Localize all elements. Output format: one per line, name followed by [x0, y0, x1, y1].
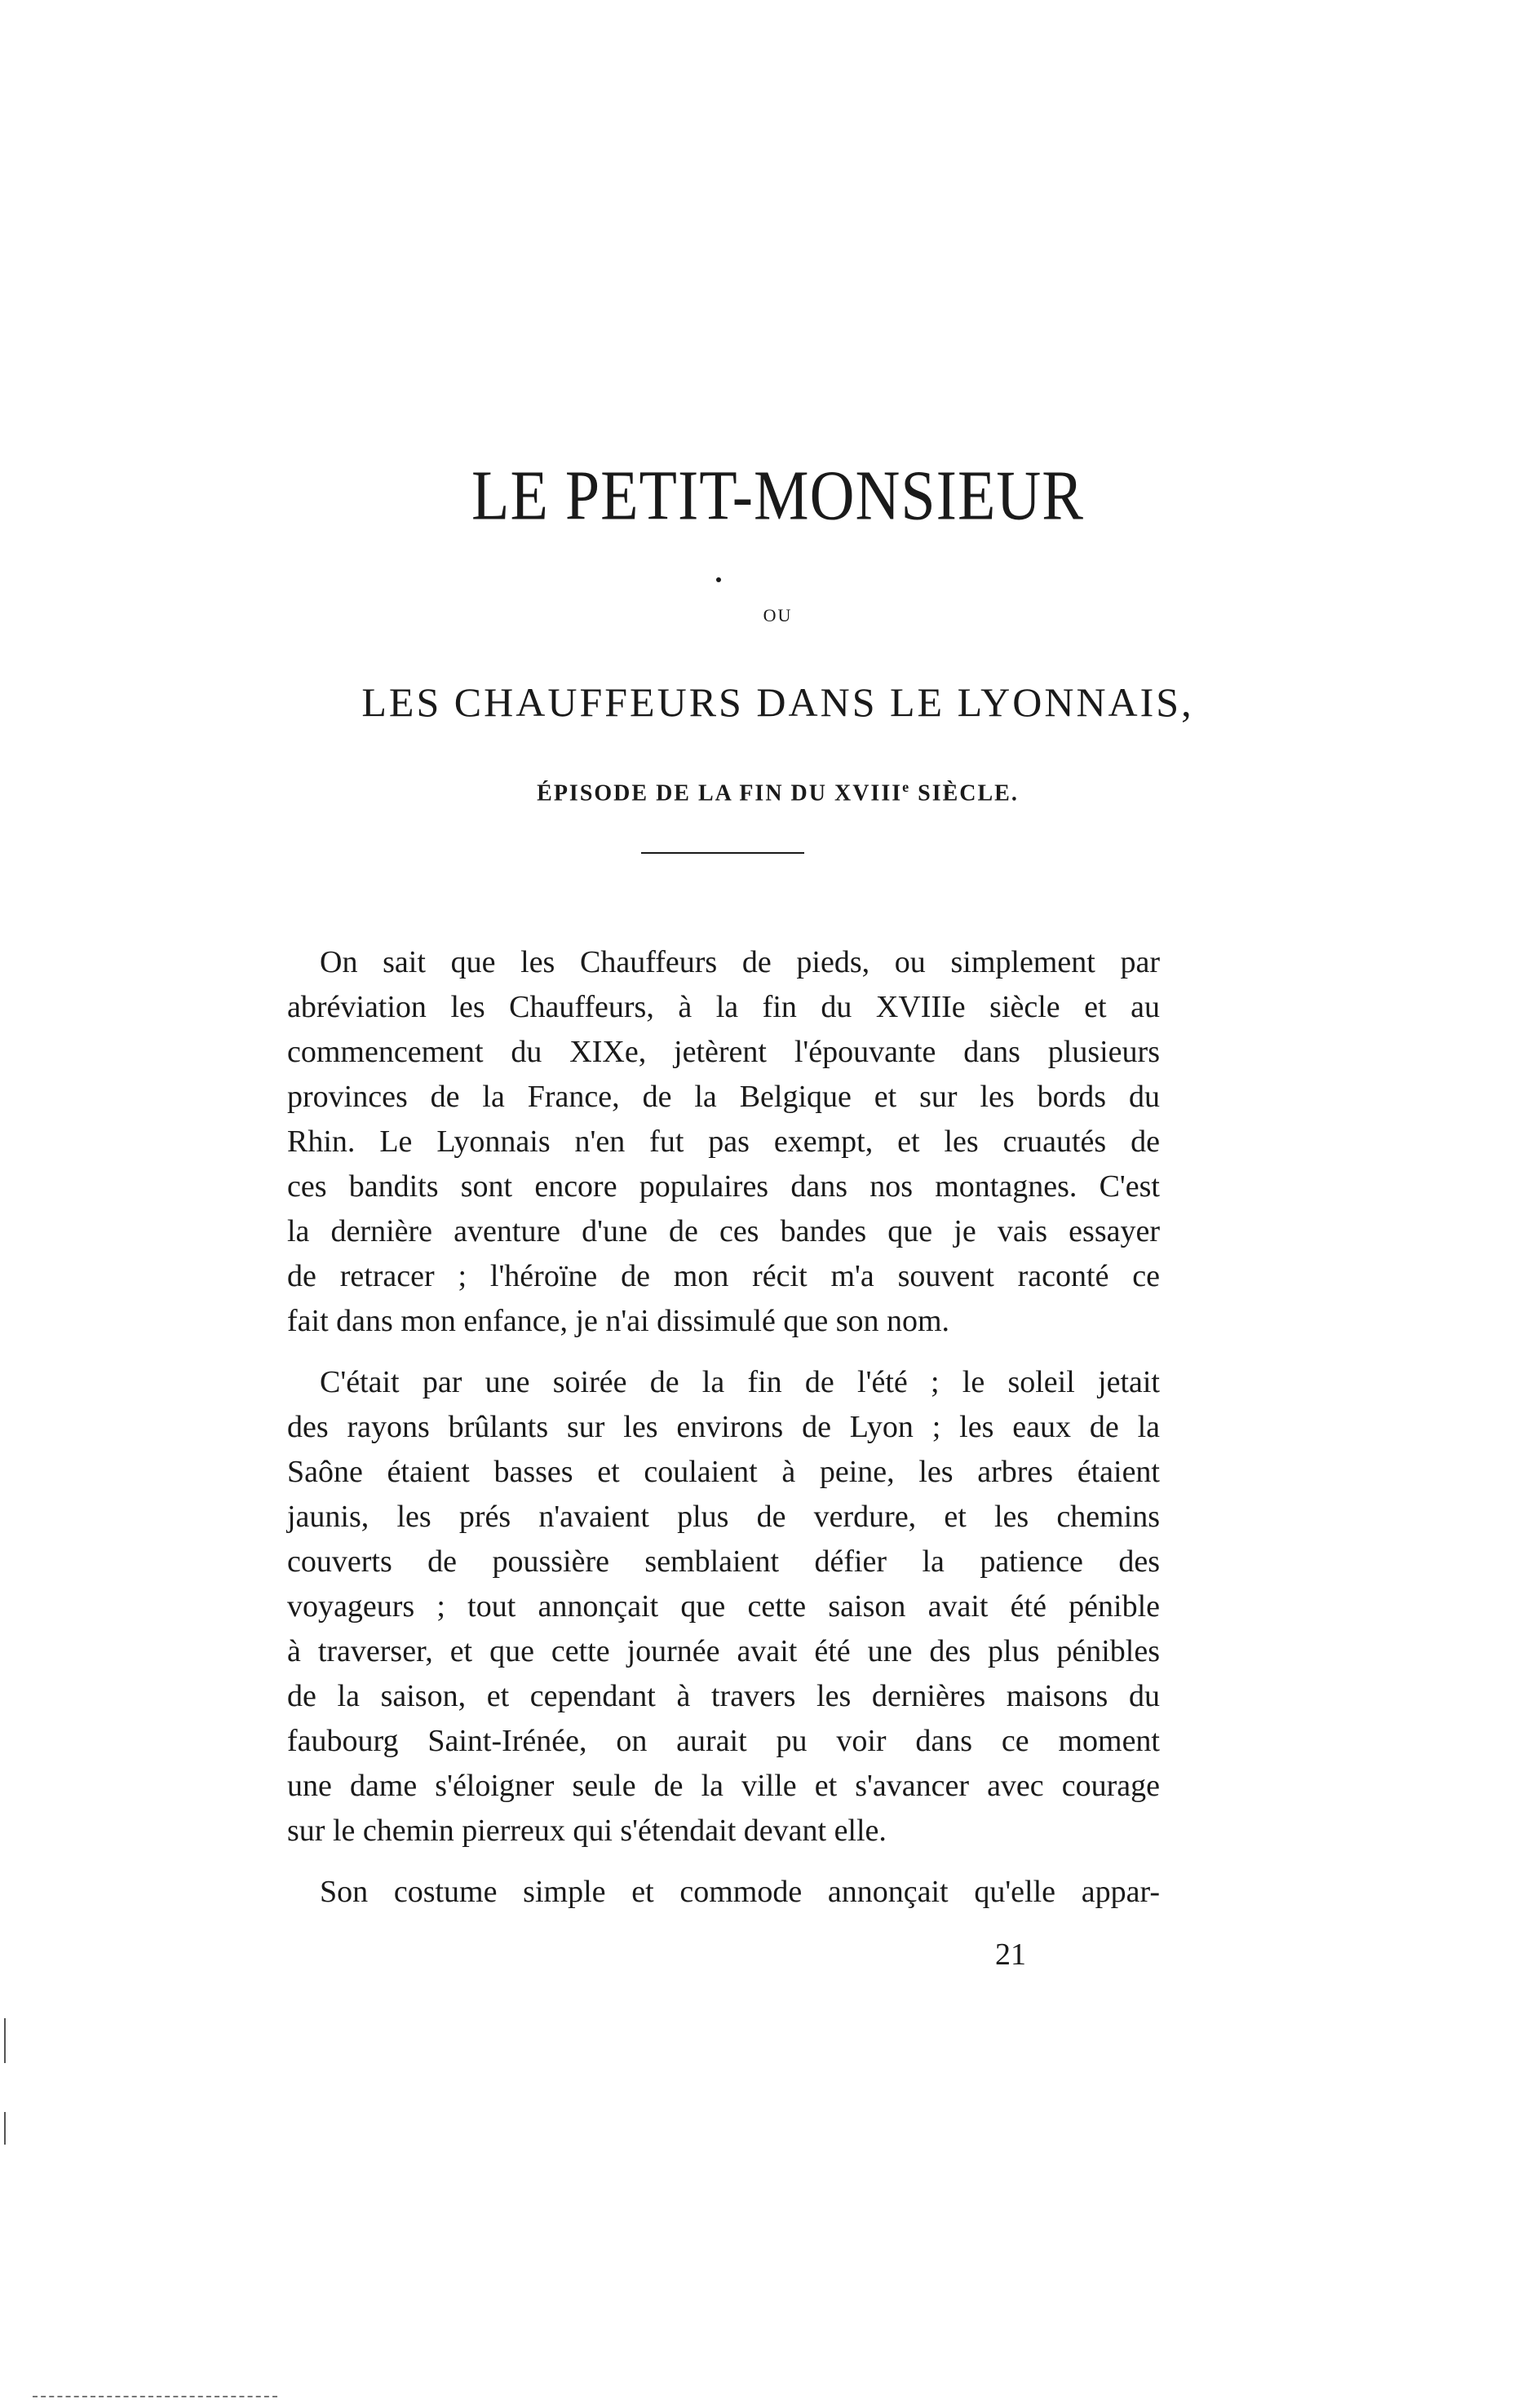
paragraph-1-line-3: commencement du XIXe, jetèrent l'épouvante dans plusieurs: [287, 1035, 1160, 1069]
separator-rule: [641, 852, 804, 854]
paragraph-1-line-8: de retracer ; l'héroïne de mon récit m'a souvent raconté ce: [287, 1259, 1160, 1293]
paragraph-2-line-11: sur le chemin pierreux qui s'étendait devant elle.: [287, 1814, 887, 1848]
paragraph-1-line-9: fait dans mon enfance, je n'ai dissimulé que son nom.: [287, 1304, 950, 1338]
paragraph-1-line-5: Rhin. Le Lyonnais n'en fut pas exempt, et les cruautés de: [287, 1124, 1160, 1159]
paragraph-3-line-1: Son costume simple et commode annonçait qu'elle appar-: [320, 1875, 1160, 1909]
paragraph-1-line-2: abréviation les Chauffeurs, à la fin du XVIIIe siècle et au: [287, 990, 1160, 1024]
chapter-subtitle: LES CHAUFFEURS DANS LE LYONNAIS,: [361, 679, 1194, 725]
paragraph-2-line-5: couverts de poussière semblaient défier la patience des: [287, 1544, 1160, 1579]
paragraph-1-line-1: On sait que les Chauffeurs de pieds, ou simplement par: [320, 945, 1160, 979]
paragraph-1-line-4: provinces de la France, de la Belgique et sur les bords du: [287, 1080, 1160, 1114]
scan-margin-mark: [4, 2018, 6, 2063]
paragraph-2-line-9: faubourg Saint-Irénée, on aurait pu voir dans ce moment: [287, 1724, 1160, 1758]
episode-text-before: ÉPISODE DE LA FIN DU XVIII: [537, 780, 903, 806]
episode-line: [24, 779, 1531, 806]
page-number: 21: [995, 1937, 1026, 1972]
paragraph-2-line-1: C'était par une soirée de la fin de l'été ; le soleil jetait: [320, 1365, 1160, 1399]
paragraph-2-line-7: à traverser, et que cette journée avait été une des plus pénibles: [287, 1634, 1160, 1668]
episode-superscript: e: [902, 779, 911, 795]
paragraph-2-line-4: jaunis, les prés n'avaient plus de verdure, et les chemins: [287, 1500, 1160, 1534]
scan-bottom-marks: [33, 2396, 277, 2400]
ornament-dot: [716, 577, 721, 582]
paragraph-2-line-10: une dame s'éloigner seule de la ville et s'avancer avec courage: [287, 1769, 1160, 1803]
title-connector: OU: [763, 605, 793, 625]
scan-margin-mark: [4, 2112, 6, 2145]
paragraph-1-line-6: ces bandits sont encore populaires dans nos montagnes. C'est: [287, 1169, 1160, 1204]
paragraph-1-line-7: la dernière aventure d'une de ces bandes que je vais essayer: [287, 1214, 1160, 1248]
paragraph-2-line-6: voyageurs ; tout annonçait que cette saison avait été pénible: [287, 1589, 1160, 1624]
paragraph-2-line-2: des rayons brûlants sur les environs de Lyon ; les eaux de la: [287, 1410, 1160, 1444]
paragraph-2-line-8: de la saison, et cependant à travers les dernières maisons du: [287, 1679, 1160, 1713]
episode-text-after: SIÈCLE.: [910, 780, 1019, 806]
chapter-title: LE PETIT-MONSIEUR: [471, 456, 1084, 536]
paragraph-2-line-3: Saône étaient basses et coulaient à peine, les arbres étaient: [287, 1455, 1160, 1489]
